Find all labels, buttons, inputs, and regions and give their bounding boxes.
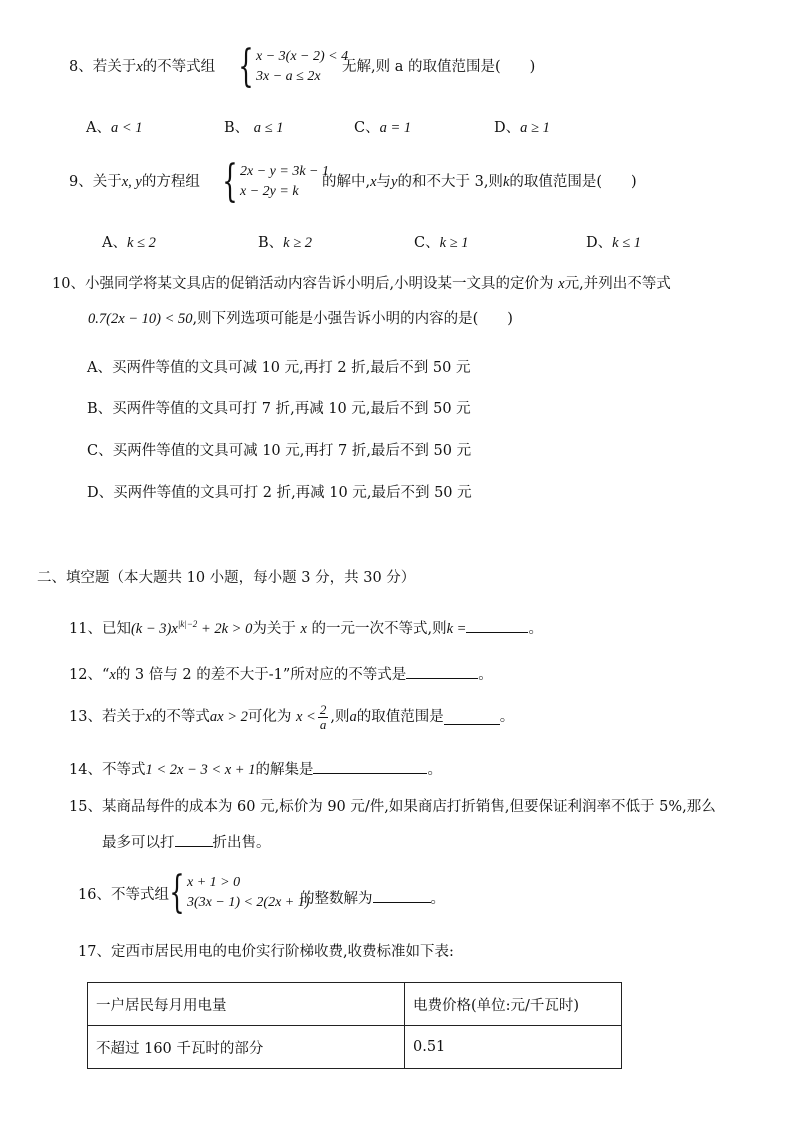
table-row [88,1026,622,1069]
q10-option-c: C、买两件等值的文具可减 10 元,再打 7 折,最后不到 50 元 [87,443,472,459]
q8-system [232,41,349,92]
q9-option-c: C、k ≥ 1 [414,235,469,251]
q10-option-a: A、买两件等值的文具可减 10 元,再打 2 折,最后不到 50 元 [87,360,471,376]
q17-text: 17、定西市居民用电的电价实行阶梯收费,收费标准如下表: [78,944,454,960]
q8-option-b: B、 a ≤ 1 [224,120,284,136]
q10-option-d: D、买两件等值的文具可打 2 折,再减 10 元,最后不到 50 元 [87,485,472,501]
q9-sys-line2: x − 2y = k [240,184,299,199]
q11-line: 11、已知$(k - 3)x^{|k|-2} + 2k > 0$为关于 x 的一元一次不等式,则k = 。 [69,619,543,637]
q9-option-a: A、k ≤ 2 [102,235,156,251]
q8-sys-line2: 3x − a ≤ 2x [256,69,321,84]
q8-sys-line1: x − 3(x − 2) < 4 [256,49,349,64]
q9-sys-line1: 2x − y = 3k − 1 [240,164,329,179]
q9-brace: { [222,156,238,207]
q14-blank[interactable] [313,759,427,774]
q15-blank[interactable] [175,832,213,847]
q9-system [216,156,329,207]
q10-line1: 10、小强同学将某文具店的促销活动内容告诉小明后,小明设某一文具的定价为 x元,并列出不等式 [52,276,671,292]
q8-var: x [136,59,143,75]
q13-blank[interactable] [444,710,500,725]
q9-line: 9、关于x, y的方程组 [69,174,200,190]
q8-line [69,60,215,75]
q13-line: 13、若关于 x 的不等式 ax > 2 可化为 x < $\frac{2}{a}$ ,则 a 的取值范围是 。 [69,702,515,732]
q16-sys-line2: 3(3x − 1) < 2(2x + 1) [187,895,310,910]
q9-option-b: B、k ≥ 2 [258,235,313,251]
q8-option-d: D、a ≥ 1 [494,120,550,136]
q16-blank[interactable] [373,888,431,903]
q16-sys-line1: x + 1 > 0 [187,875,241,890]
q11-blank[interactable] [466,618,528,633]
q8-lead: 8、若关于 [69,59,137,75]
table-header-row [88,983,622,1026]
q16-tail: 的整数解为 。 [300,888,445,907]
q15-line2: 最多可以打 折出售。 [102,832,271,851]
q8-mid: 的不等式组 [142,59,216,75]
q13-fraction: $\frac{2}{a}$ [319,702,327,732]
q9-tail: 的解中,x与y的和不大于 3,则k的取值范围是( ) [322,174,637,190]
q16-brace: { [169,867,185,918]
q8-brace: { [238,41,254,92]
table-cell: 0.51 [405,1026,622,1069]
q14-line: 14、不等式1 < 2x − 3 < x + 1的解集是 。 [69,759,442,778]
q8-option-a: A、a < 1 [86,120,143,136]
section-title: 二、填空题（本大题共 10 小题，每小题 3 分，共 30 分） [37,570,416,586]
table-header-cell: 电费价格(单位:元/千瓦时) [405,983,622,1026]
q10-option-b: B、买两件等值的文具可打 7 折,再减 10 元,最后不到 50 元 [87,401,471,417]
q10-line2: 0.7(2x − 10) < 50,则下列选项可能是小强告诉小明的内容的是( ) [88,311,513,327]
q12-blank[interactable] [406,664,478,679]
fee-table [87,982,622,1069]
q16-system [163,867,310,918]
q15-line1: 15、某商品每件的成本为 60 元,标价为 90 元/件,如果商店打折销售,但要保证利润率不低于 5%,那么 [69,799,716,815]
table-header-cell: 一户居民每月用电量 [88,983,405,1026]
q12-line: 12、“x的 3 倍与 2 的差不大于-1”所对应的不等式是 。 [69,664,493,683]
table-cell: 不超过 160 千瓦时的部分 [88,1026,405,1069]
q9-option-d: D、k ≤ 1 [586,235,642,251]
q16-lead: 16、不等式组 [78,887,169,903]
q8-tail: 无解,则 a 的取值范围是( ) [342,59,536,75]
q8-option-c: C、a = 1 [354,120,412,136]
